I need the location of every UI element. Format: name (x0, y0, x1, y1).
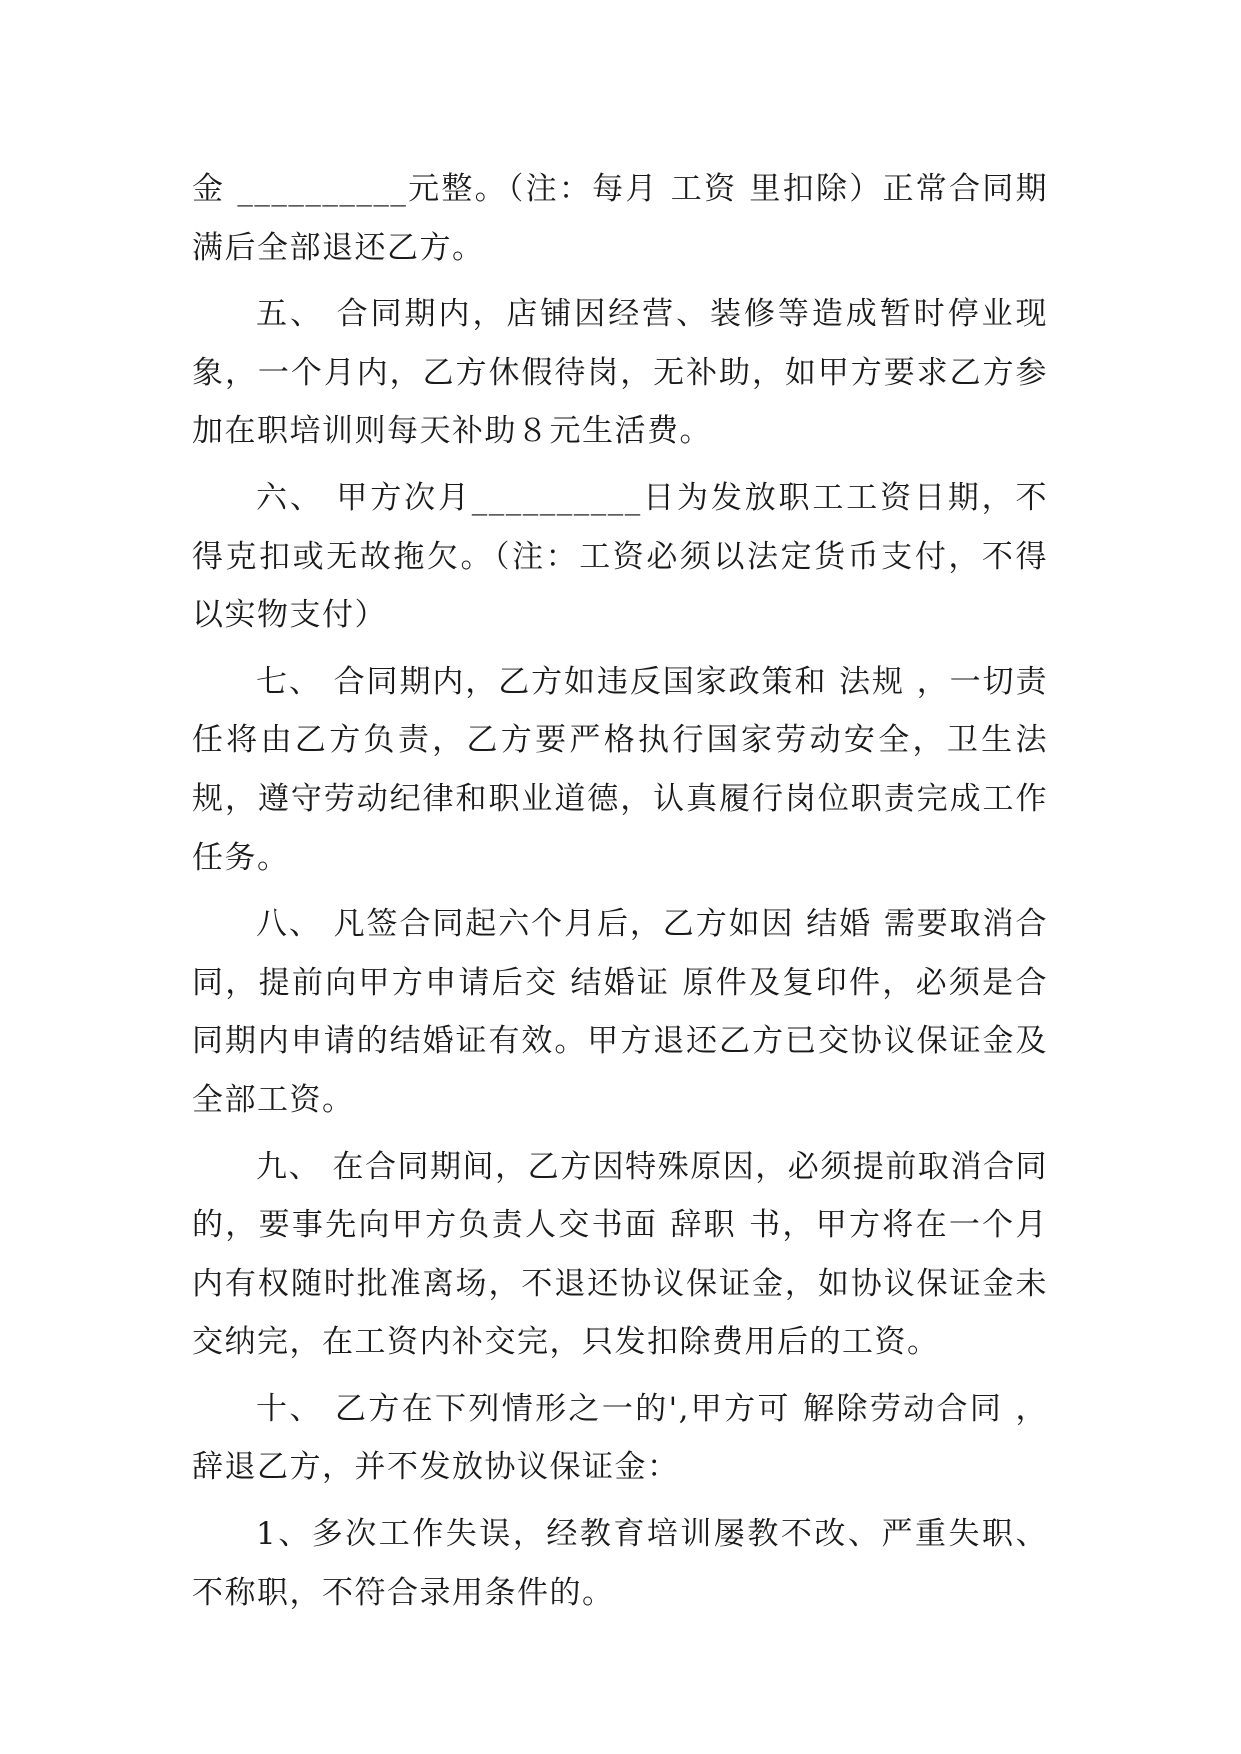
paragraph-item-1: 1、多次工作失误，经教育培训屡教不改、严重失职、不称职，不符合录用条件的。 (192, 1516, 1048, 1611)
paragraph-deposit-refund: 金 __________元整。（注：每月 工资 里扣除）正常合同期满后全部退还乙方。 (192, 171, 1048, 266)
paragraph-clause-7: 七、 合同期内，乙方如违反国家政策和 法规 ，一切责任将由乙方负责，乙方要严格执行国家劳动安全，卫生法规，遵守劳动纪律和职业道德，认真履行岗位职责完成工作任务。 (192, 663, 1048, 876)
paragraph-clause-9: 九、 在合同期间，乙方因特殊原因，必须提前取消合同的，要事先向甲方负责人交书面 辞职 书，甲方将在一个月内有权随时批准离场，不退还协议保证金，如协议保证金未交纳完，在工资内补交完，只发扣除费用后的工资。 (192, 1148, 1048, 1361)
document-body (192, 160, 1048, 1630)
paragraph-clause-10: 十、 乙方在下列情形之一的',甲方可 解除劳动合同 ，辞退乙方，并不发放协议保证金： (192, 1390, 1048, 1486)
paragraph-clause-8: 八、 凡签合同起六个月后，乙方如因 结婚 需要取消合同，提前向甲方申请后交 结婚证 原件及复印件，必须是合同期内申请的结婚证有效。甲方退还乙方已交协议保证金及全部工资。 (192, 906, 1048, 1118)
paragraph-clause-6: 六、 甲方次月__________日为发放职工工资日期，不得克扣或无故拖欠。（注：工资必须以法定货币支付，不得以实物支付） (192, 479, 1048, 634)
paragraph-clause-5: 五、 合同期内，店铺因经营、装修等造成暂时停业现象，一个月内，乙方休假待岗，无补助，如甲方要求乙方参加在职培训则每天补助８元生活费。 (192, 296, 1048, 450)
